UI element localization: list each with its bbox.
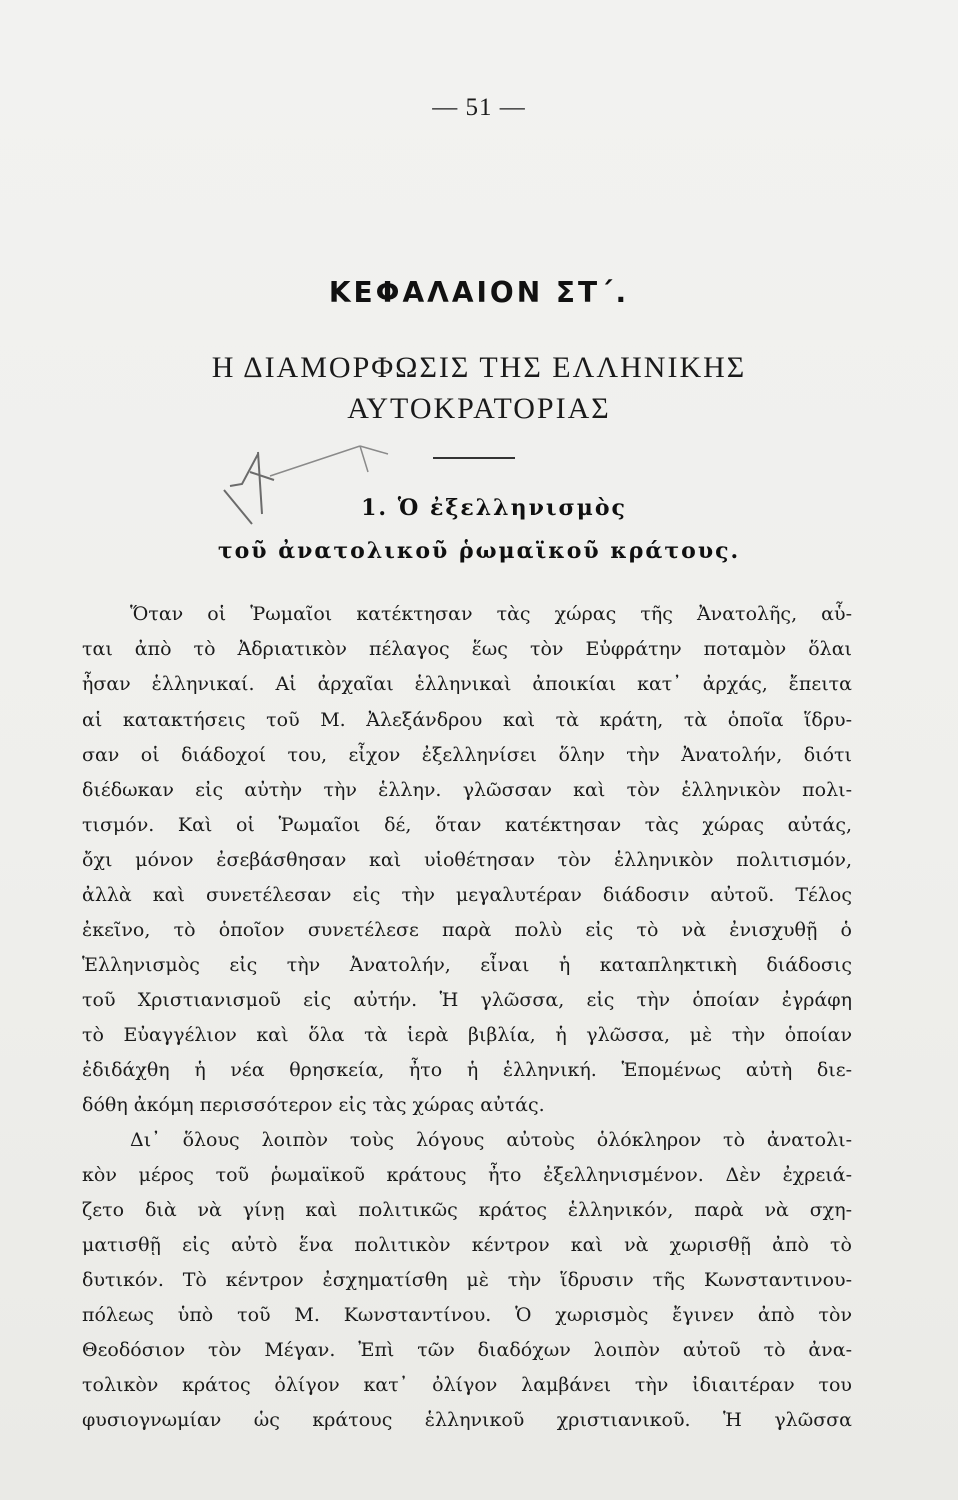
body-line: δυτικόν. Τὸ κέντρον ἐσχηματίσθη μὲ τὴν ἵδρυσιν τῆς Κωνσταντινου- <box>82 1269 852 1291</box>
body-line: δόθη ἀκόμη περισσότερον εἰς τὰς χώρας αὐτάς. <box>82 1094 545 1116</box>
body-line: ται ἀπὸ τὸ Ἀδριατικὸν πέλαγος ἕως τὸν Εὐφράτην ποταμὸν ὅλαι <box>82 638 852 660</box>
page-number: — 51 — <box>432 94 526 121</box>
body-line: διέδωκαν εἰς αὐτὴν τὴν ἑλλην. γλῶσσαν καὶ τὸν ἑλληνικὸν πολι- <box>82 779 852 801</box>
body-line: Ὅταν οἱ Ῥωμαῖοι κατέκτησαν τὰς χώρας τῆς Ἀνατολῆς, αὗ- <box>130 603 852 625</box>
body-line: τισμόν. Καὶ οἱ Ῥωμαῖοι δέ, ὅταν κατέκτησαν τὰς χώρας αὐτάς, <box>82 814 852 836</box>
section-heading-line: τοῦ ἀνατολικοῦ ῥωμαϊκοῦ κράτους. <box>217 538 741 564</box>
body-line: Ἑλληνισμὸς εἰς τὴν Ἀνατολήν, εἶναι ἡ καταπληκτικὴ διάδοσις <box>82 954 852 976</box>
title-divider <box>433 457 515 459</box>
body-line: ματισθῇ εἰς αὐτὸ ἕνα πολιτικὸν κέντρον καὶ νὰ χωρισθῇ ἀπὸ τὸ <box>82 1234 852 1256</box>
body-line: τὸ Εὐαγγέλιον καὶ ὅλα τὰ ἱερὰ βιβλία, ἡ γλῶσσα, μὲ τὴν ὁποίαν <box>82 1024 852 1046</box>
body-line: ἐκεῖνο, τὸ ὁποῖον συνετέλεσε παρὰ πολὺ εἰς τὸ νὰ ἐνισχυθῇ ὁ <box>82 919 852 941</box>
body-line: ἦσαν ἑλληνικαί. Αἱ ἀρχαῖαι ἑλληνικαὶ ἀποικίαι κατ᾽ ἀρχάς, ἔπειτα <box>82 673 852 695</box>
body-line: φυσιογνωμίαν ὡς κράτους ἑλληνικοῦ χριστιανικοῦ. Ἡ γλῶσσα <box>82 1409 852 1431</box>
section-heading-line: 1. Ὁ ἐξελληνισμὸς <box>361 495 627 521</box>
chapter-title-line: ΑΥΤΟΚΡΑΤΟΡΙΑΣ <box>347 392 611 425</box>
body-line: τολικὸν κράτος ὀλίγον κατ᾽ ὀλίγον λαμβάνει τὴν ἰδιαιτέραν του <box>82 1374 852 1396</box>
body-line: ὄχι μόνον ἐσεβάσθησαν καὶ υἱοθέτησαν τὸν ἑλληνικὸν πολιτισμόν, <box>82 849 852 871</box>
body-line: τοῦ Χριστιανισμοῦ εἰς αὐτήν. Ἡ γλῶσσα, εἰς τὴν ὁποίαν ἐγράφη <box>82 989 852 1011</box>
chapter-title-line: Η ΔΙΑΜΟΡΦΩΣΙΣ ΤΗΣ ΕΛΛΗΝΙΚΗΣ <box>211 351 747 384</box>
body-line: ἀλλὰ καὶ συνετέλεσαν εἰς τὴν μεγαλυτέραν διάδοσιν αὐτοῦ. Τέλος <box>82 884 852 906</box>
body-line: κὸν μέρος τοῦ ῥωμαϊκοῦ κράτους ἦτο ἐξελληνισμένον. Δὲν ἐχρειά- <box>82 1164 852 1186</box>
body-line: πόλεως ὑπὸ τοῦ Μ. Κωνσταντίνου. Ὁ χωρισμὸς ἔγινεν ἀπὸ τὸν <box>82 1304 852 1326</box>
body-line: ζετο διὰ νὰ γίνῃ καὶ πολιτικῶς κράτος ἑλληνικόν, παρὰ νὰ σχη- <box>82 1199 852 1221</box>
chapter-label: ΚΕΦΑΛΑΙΟΝ ΣΤ΄. <box>328 276 630 309</box>
body-line: ἐδιδάχθη ἡ νέα θρησκεία, ἦτο ἡ ἑλληνική. Ἑπομένως αὐτὴ διε- <box>82 1059 852 1081</box>
body-line: Θεοδόσιον τὸν Μέγαν. Ἐπὶ τῶν διαδόχων λοιπὸν αὐτοῦ τὸ ἀνα- <box>82 1339 852 1361</box>
body-line: αἱ κατακτήσεις τοῦ Μ. Ἀλεξάνδρου καὶ τὰ κράτη, τὰ ὁποῖα ἵδρυ- <box>82 709 852 731</box>
body-line: σαν οἱ διάδοχοί του, εἶχον ἐξελληνίσει ὅλην τὴν Ἀνατολήν, διότι <box>82 744 852 766</box>
body-line: Δι᾽ ὅλους λοιπὸν τοὺς λόγους αὐτοὺς ὁλόκληρον τὸ ἀνατολι- <box>130 1129 852 1151</box>
